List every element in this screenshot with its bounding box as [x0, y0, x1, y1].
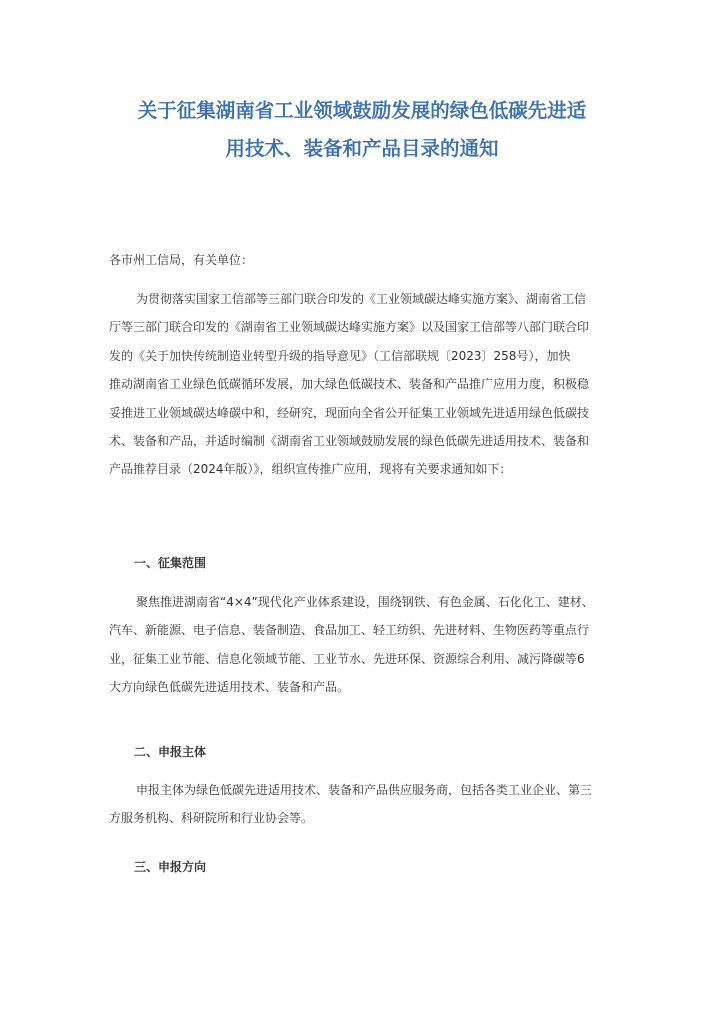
paragraph-line: 发的《关于加快传统制造业转型升级的指导意见》（工信部联规〔2023〕258号），加快 [109, 348, 571, 363]
paragraph-line: 方服务机构、科研院所和行业协会等。 [109, 811, 314, 826]
section-heading-scope: 一、征集范围 [134, 556, 207, 570]
paragraph-applicant [109, 776, 617, 833]
salutation: 各市州工信局，有关单位： [109, 253, 254, 267]
paragraph-line: 大方向绿色低碳先进适用技术、装备和产品。 [109, 680, 350, 695]
paragraph-line: 汽车、新能源、电子信息、装备制造、食品加工、轻工纺织、先进材料、生物医药等重点行 [109, 623, 590, 638]
paragraph-line: 厅等三部门联合印发的《湖南省工业领域碳达峰实施方案》以及国家工信部等八部门联合印 [109, 320, 590, 335]
paragraph-line: 推动湖南省工业绿色低碳循环发展，加大绿色低碳技术、装备和产品推广应用力度，积极稳 [109, 377, 590, 392]
title-line-1: 关于征集湖南省工业领域鼓励发展的绿色低碳先进适 [137, 99, 587, 122]
paragraph-intro [109, 285, 617, 484]
paragraph-scope [109, 588, 617, 702]
paragraph-line: 产品推荐目录（2024年版）》，组织宣传推广应用，现将有关要求通知如下： [109, 462, 512, 477]
paragraph-line: 聚焦推进湖南省“4×4”现代化产业体系建设，围绕钢铁、有色金属、石化化工、建材、 [136, 595, 594, 609]
paragraph-line: 妥推进工业领域碳达峰碳中和，经研究，现面向全省公开征集工业领域先进适用绿色低碳技 [109, 405, 590, 420]
section-heading-direction: 三、申报方向 [134, 860, 207, 874]
paragraph-line: 为贯彻落实国家工信部等三部门联合印发的《工业领域碳达峰实施方案》、湖南省工信 [136, 292, 587, 306]
title-line-2: 用技术、装备和产品目录的通知 [225, 137, 499, 160]
paragraph-line: 业，征集工业节能、信息化领域节能、工业节水、先进环保、资源综合利用、减污降碳等6 [109, 651, 585, 666]
paragraph-line: 术、装备和产品，并适时编制《湖南省工业领域鼓励发展的绿色低碳先进适用技术、装备和 [109, 434, 590, 449]
document-title [100, 92, 624, 168]
section-heading-applicant: 二、申报主体 [134, 745, 207, 759]
paragraph-line: 申报主体为绿色低碳先进适用技术、装备和产品供应服务商，包括各类工业企业、第三 [136, 783, 593, 797]
